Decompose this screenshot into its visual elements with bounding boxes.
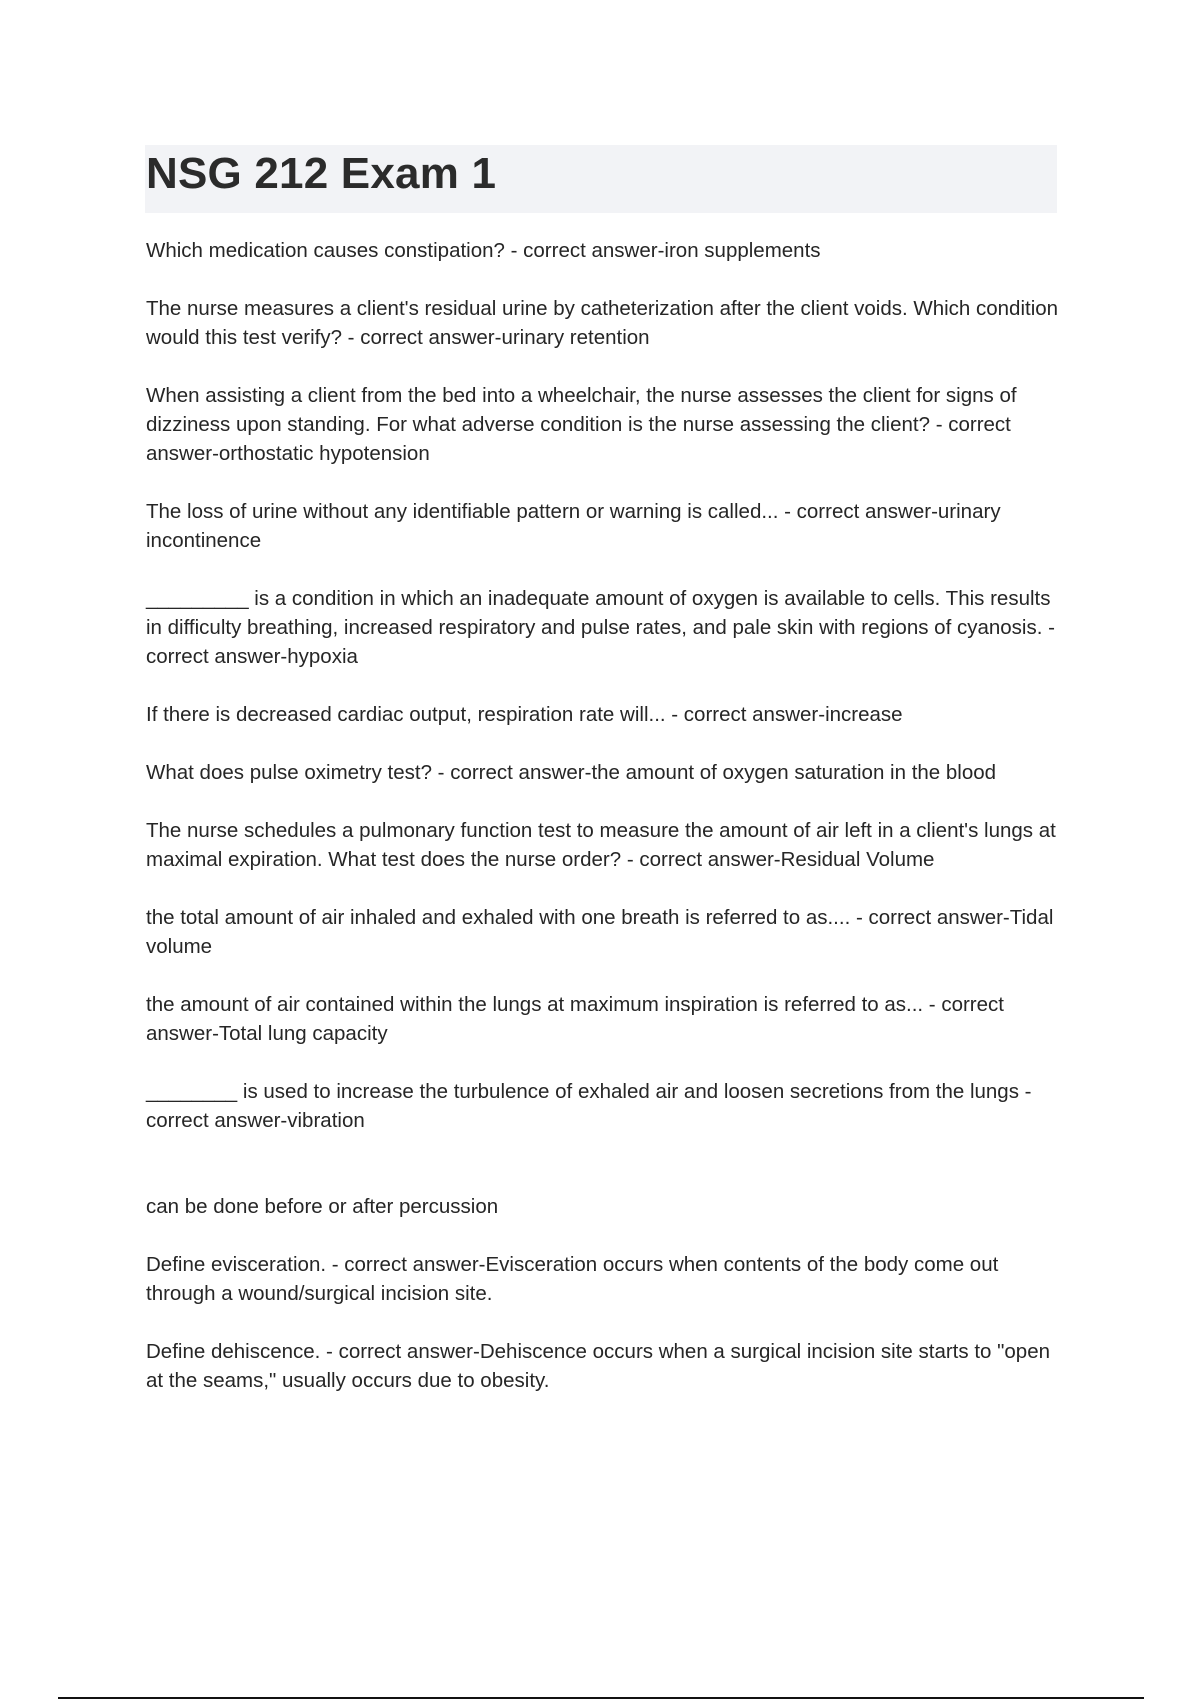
page-title: NSG 212 Exam 1: [146, 149, 497, 198]
question-answer-list: [146, 236, 1066, 1424]
qa-item: Define evisceration. - correct answer-Evisceration occurs when contents of the body come out through a wound/surgical incision site.: [146, 1253, 999, 1305]
qa-item: the total amount of air inhaled and exhaled with one breath is referred to as.... - correct answer-Tidal volume: [146, 906, 1054, 958]
qa-item: What does pulse oximetry test? - correct answer-the amount of oxygen saturation in the blood: [146, 761, 997, 784]
qa-item: _________ is a condition in which an inadequate amount of oxygen is available to cells. This results in difficulty breathing, increased respiratory and pulse rates, and pale skin with regions of cyanosis. - correct answer-hypoxia: [146, 587, 1055, 668]
qa-item: Define dehiscence. - correct answer-Dehiscence occurs when a surgical incision site starts to "open at the seams," usually occurs due to obesity.: [146, 1340, 1051, 1392]
qa-item: The nurse measures a client's residual urine by catheterization after the client voids. Which condition would this test verify? - correct answer-urinary retention: [146, 297, 1059, 349]
qa-note: can be done before or after percussion: [146, 1195, 499, 1218]
footer-divider: [58, 1697, 1144, 1699]
qa-item: Which medication causes constipation? - correct answer-iron supplements: [146, 239, 821, 262]
qa-item: When assisting a client from the bed into a wheelchair, the nurse assesses the client for signs of dizziness upon standing. For what adverse condition is the nurse assessing the client? - correct answer-orthostatic hypotension: [146, 384, 1017, 465]
qa-item: The loss of urine without any identifiable pattern or warning is called... - correct answer-urinary incontinence: [146, 500, 1001, 552]
qa-item: ________ is used to increase the turbulence of exhaled air and loosen secretions from the lungs - correct answer-vibration: [146, 1080, 1032, 1132]
qa-item: The nurse schedules a pulmonary function test to measure the amount of air left in a client's lungs at maximal expiration. What test does the nurse order? - correct answer-Residual Volume: [146, 819, 1056, 871]
qa-item: If there is decreased cardiac output, respiration rate will... - correct answer-increase: [146, 703, 903, 726]
qa-item: the amount of air contained within the lungs at maximum inspiration is referred to as... - correct answer-Total lung capacity: [146, 993, 1004, 1045]
